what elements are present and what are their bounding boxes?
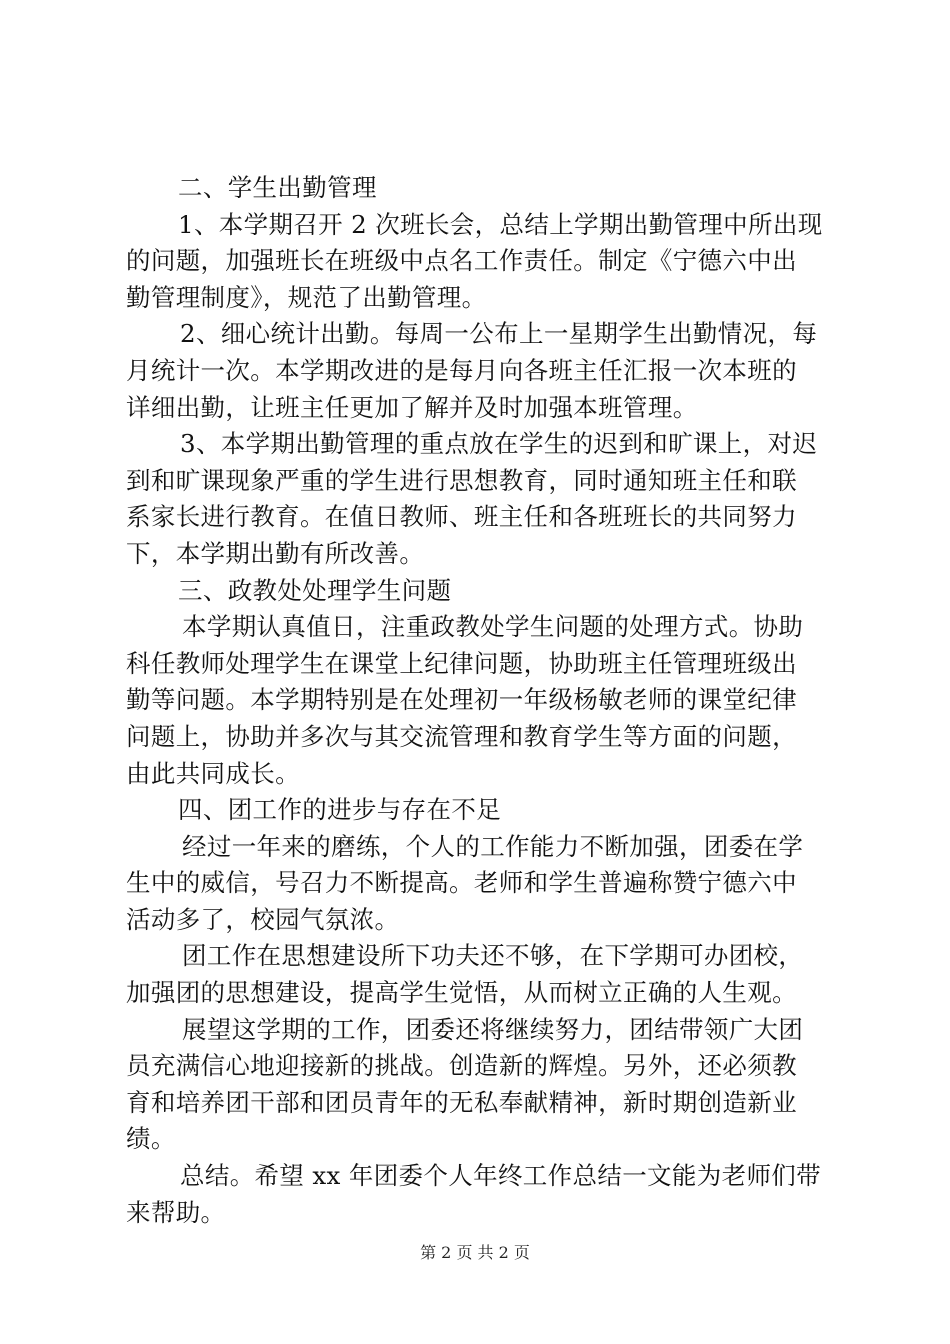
text-line: 团工作在思想建设所下功夫还不够，在下学期可办团校， (182, 941, 804, 971)
text-line: 生中的威信，号召力不断提高。老师和学生普遍称赞宁德六中 (126, 868, 797, 898)
page-footer: 第 2 页 共 2 页 (420, 1243, 530, 1262)
text-line: 3、本学期出勤管理的重点放在学生的迟到和旷课上，对迟 (180, 429, 818, 459)
text-line: 育和培养团干部和团员青年的无私奉献精神，新时期创造新业 (126, 1087, 797, 1117)
text-line: 总结。希望 xx 年团委个人年终工作总结一文能为老师们带 (180, 1161, 822, 1191)
text-line: 经过一年来的磨练，个人的工作能力不断加强，团委在学 (182, 831, 804, 861)
text-line: 活动多了，校园气氛浓。 (126, 904, 400, 934)
text-line: 二、学生出勤管理 (178, 173, 377, 202)
text-line: 的问题，加强班长在班级中点名工作责任。制定《宁德六中出 (126, 246, 797, 276)
document-body (126, 170, 826, 1231)
text-line: 勤等问题。本学期特别是在处理初一年级杨敏老师的课堂纪律 (126, 685, 797, 715)
text-line: 勤管理制度》，规范了出勤管理。 (126, 282, 487, 312)
text-line: 来帮助。 (126, 1197, 226, 1227)
text-line: 2、细心统计出勤。每周一公布上一星期学生出勤情况，每 (180, 319, 818, 349)
text-line: 系家长进行教育。在值日教师、班主任和各班班长的共同努力 (126, 502, 797, 532)
text-line: 详细出勤，让班主任更加了解并及时加强本班管理。 (126, 392, 698, 422)
text-line: 四、团工作的进步与存在不足 (178, 795, 502, 825)
text-line: 展望这学期的工作，团委还将继续努力，团结带领广大团 (182, 1014, 804, 1044)
text-line: 绩。 (126, 1124, 176, 1154)
text-line: 1、本学期召开 2 次班长会，总结上学期出勤管理中所出现 (178, 209, 823, 239)
text-line: 加强团的思想建设，提高学生觉悟，从而树立正确的人生观。 (126, 978, 797, 1008)
text-line: 由此共同成长。 (126, 758, 300, 788)
text-line: 员充满信心地迎接新的挑战。创造新的辉煌。另外，还必须教 (126, 1051, 797, 1081)
text-line: 问题上，协助并多次与其交流管理和教育学生等方面的问题， (126, 721, 797, 751)
text-line: 本学期认真值日，注重政教处学生问题的处理方式。协助 (182, 612, 804, 642)
text-line: 下，本学期出勤有所改善。 (126, 538, 425, 568)
text-line: 到和旷课现象严重的学生进行思想教育，同时通知班主任和联 (126, 465, 797, 495)
text-line: 科任教师处理学生在课堂上纪律问题，协助班主任管理班级出 (126, 648, 797, 678)
text-line: 月统计一次。本学期改进的是每月向各班主任汇报一次本班的 (126, 355, 797, 385)
text-line: 三、政教处处理学生问题 (178, 575, 452, 605)
